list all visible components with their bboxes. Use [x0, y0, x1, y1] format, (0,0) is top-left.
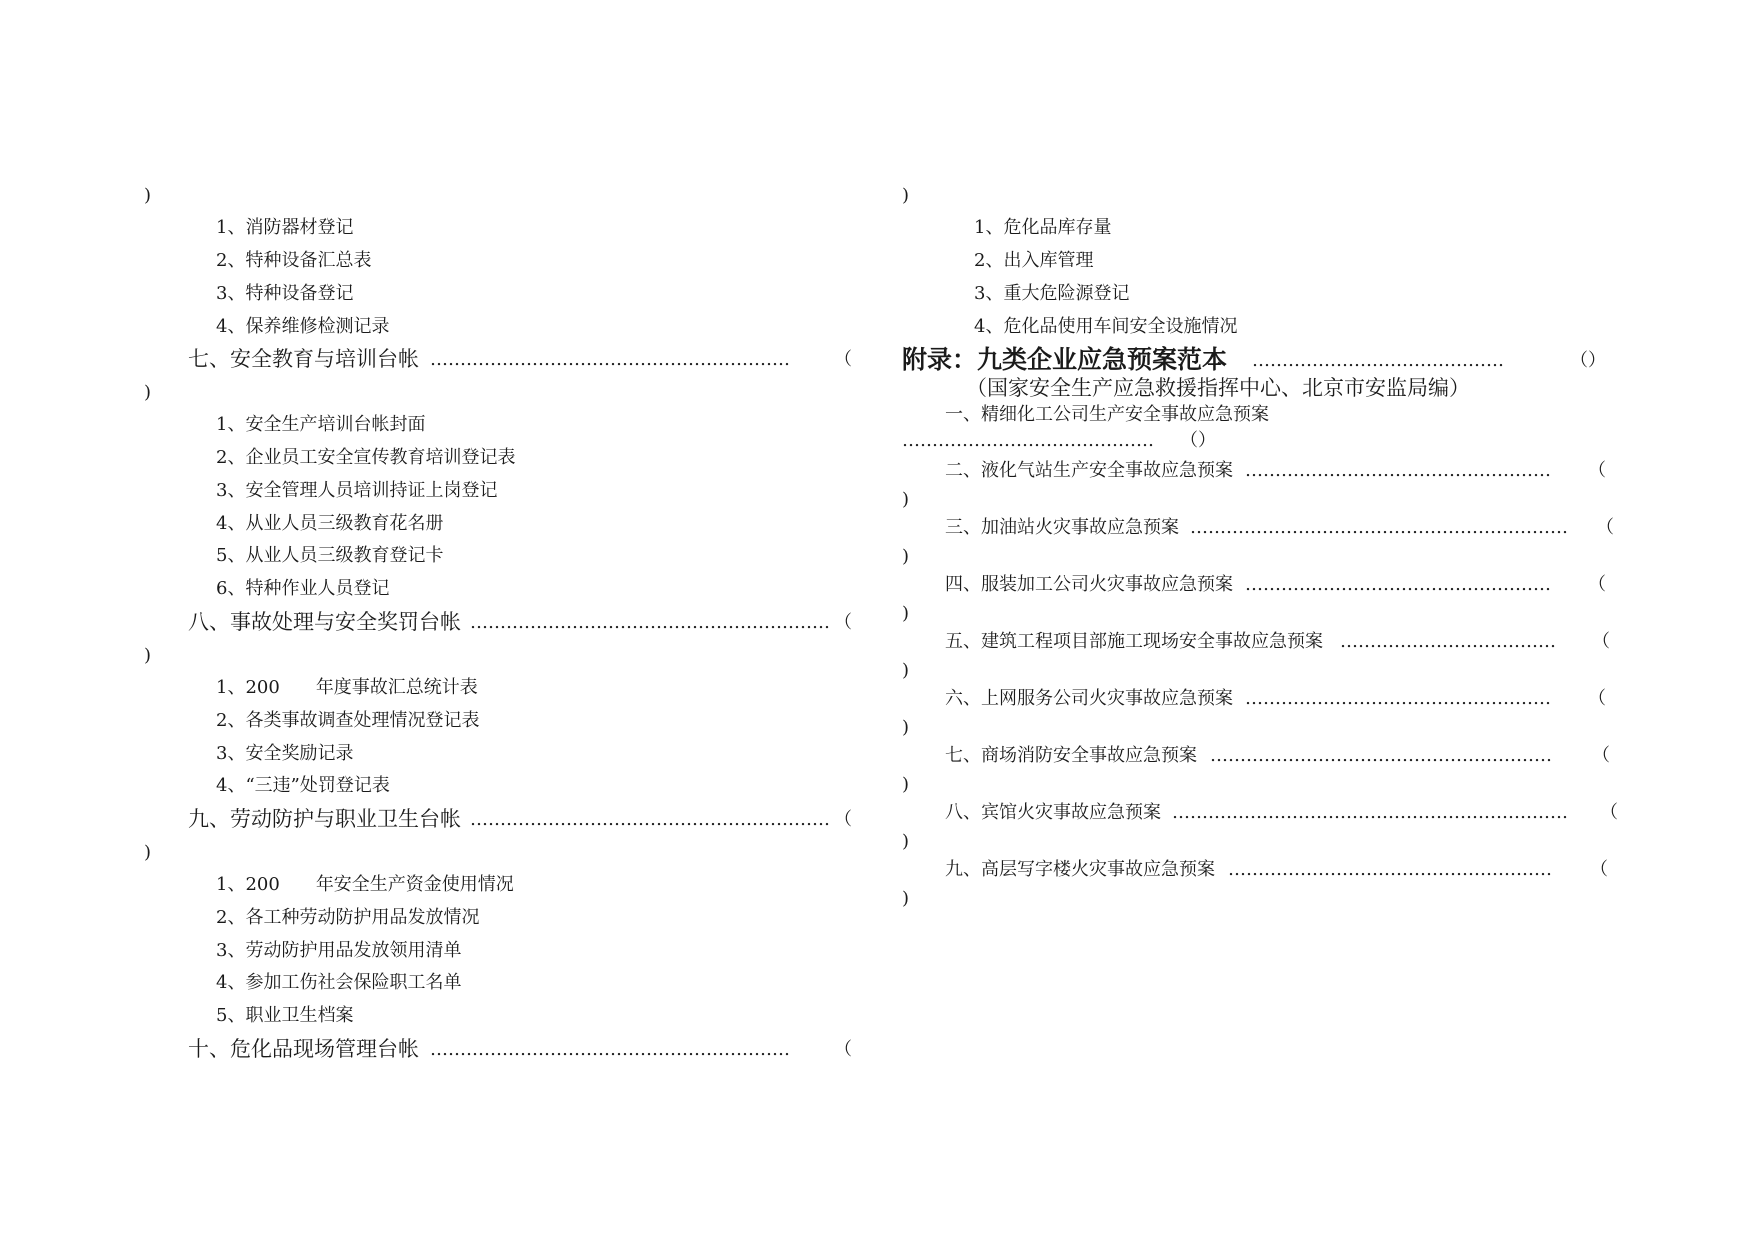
- parens: （）: [1180, 430, 1216, 451]
- close-paren: ): [902, 717, 910, 738]
- open-paren: （: [834, 612, 852, 633]
- list-item: 2、出入库管理: [974, 250, 1094, 271]
- list-item: 2、特种设备汇总表: [216, 250, 372, 271]
- section-heading: 八、事故处理与安全奖罚台帐: [188, 610, 461, 634]
- close-paren: ): [902, 546, 910, 567]
- plan-title: 九、高层写字楼火灾事故应急预案: [945, 859, 1215, 880]
- open-paren: （: [1588, 688, 1606, 709]
- list-item: 4、保养维修检测记录: [216, 316, 390, 337]
- leader-dots: ………………………………………………………: [1190, 517, 1568, 538]
- section-heading: 七、安全教育与培训台帐: [188, 347, 419, 371]
- leader-dots: ……………………………………………………: [430, 1039, 790, 1060]
- leader-dots: ……………………………………………: [1245, 460, 1551, 481]
- list-item: 3、重大危险源登记: [974, 283, 1130, 304]
- leader-dots: ………………………………: [1340, 631, 1556, 652]
- close-paren: ): [902, 603, 910, 624]
- close-paren: ): [902, 660, 910, 681]
- list-item: 4、危化品使用车间安全设施情况: [974, 316, 1238, 337]
- list-item-text: 年安全生产资金使用情况: [315, 874, 514, 895]
- list-item: 2、各类事故调查处理情况登记表: [216, 710, 480, 731]
- plan-title: 五、建筑工程项目部施工现场安全事故应急预案: [945, 631, 1323, 652]
- open-paren: （: [1588, 574, 1606, 595]
- list-item: 1、安全生产培训台帐封面: [216, 414, 426, 435]
- plan-title: 二、液化气站生产安全事故应急预案: [945, 460, 1233, 481]
- close-paren: ): [902, 774, 910, 795]
- leader-dots: ……………………………………: [902, 430, 1154, 451]
- list-item: 3、安全奖励记录: [216, 743, 354, 764]
- close-paren: ): [144, 382, 152, 403]
- list-item: 4、从业人员三级教育花名册: [216, 513, 444, 534]
- top-close-paren: ): [902, 185, 910, 206]
- leader-dots: ……………………………………………: [1245, 688, 1551, 709]
- leader-dots: …………………………………………………: [1210, 745, 1552, 766]
- list-item: 2、各工种劳动防护用品发放情况: [216, 907, 480, 928]
- open-paren: （: [1592, 631, 1610, 652]
- list-item: 4、“三违”处罚登记表: [216, 775, 390, 796]
- list-item: 3、劳动防护用品发放领用清单: [216, 940, 462, 961]
- list-item-prefix: 1、200: [216, 677, 280, 698]
- plan-title: 八、宾馆火灾事故应急预案: [945, 802, 1161, 823]
- plan-title: 七、商场消防安全事故应急预案: [945, 745, 1197, 766]
- open-paren: （: [1592, 745, 1610, 766]
- parens: （）: [1570, 350, 1606, 371]
- list-item-text: 年度事故汇总统计表: [315, 677, 478, 698]
- section-heading: 九、劳动防护与职业卫生台帐: [188, 807, 461, 831]
- plan-title: 四、服装加工公司火灾事故应急预案: [945, 574, 1233, 595]
- list-item-prefix: 1、200: [216, 874, 280, 895]
- open-paren: （: [1588, 460, 1606, 481]
- open-paren: （: [1590, 859, 1608, 880]
- list-item: 2、企业员工安全宣传教育培训登记表: [216, 447, 516, 468]
- close-paren: ): [902, 831, 910, 852]
- open-paren: （: [834, 1039, 852, 1060]
- list-item: 4、参加工伤社会保险职工名单: [216, 972, 462, 993]
- open-paren: （: [1596, 517, 1614, 538]
- list-item: 5、职业卫生档案: [216, 1005, 354, 1026]
- close-paren: ): [144, 842, 152, 863]
- list-item: 3、安全管理人员培训持证上岗登记: [216, 480, 498, 501]
- leader-dots: ……………………………………: [1252, 350, 1504, 371]
- open-paren: （: [834, 349, 852, 370]
- top-close-paren: ): [144, 185, 152, 206]
- list-item: 6、特种作业人员登记: [216, 578, 390, 599]
- leader-dots: ……………………………………………………: [430, 349, 790, 370]
- appendix-title: 附录：九类企业应急预案范本: [902, 345, 1228, 374]
- leader-dots: ……………………………………………………: [470, 612, 830, 633]
- plan-title: 一、精细化工公司生产安全事故应急预案: [945, 404, 1269, 425]
- close-paren: ): [902, 888, 910, 909]
- close-paren: ): [902, 489, 910, 510]
- list-item: 1、危化品库存量: [974, 217, 1112, 238]
- open-paren: （: [834, 809, 852, 830]
- list-item: [216, 876, 514, 894]
- appendix-subtitle: （国家安全生产应急救援指挥中心、北京市安监局编）: [966, 376, 1470, 400]
- leader-dots: ………………………………………………: [1228, 859, 1552, 880]
- list-item: [216, 679, 478, 697]
- list-item: 1、消防器材登记: [216, 217, 354, 238]
- section-heading: 十、危化品现场管理台帐: [188, 1037, 419, 1061]
- open-paren: （: [1600, 802, 1618, 823]
- plan-title: 三、加油站火灾事故应急预案: [945, 517, 1179, 538]
- leader-dots: ……………………………………………………: [470, 809, 830, 830]
- leader-dots: …………………………………………………………: [1172, 802, 1568, 823]
- plan-title: 六、上网服务公司火灾事故应急预案: [945, 688, 1233, 709]
- leader-dots: ……………………………………………: [1245, 574, 1551, 595]
- close-paren: ): [144, 645, 152, 666]
- list-item: 5、从业人员三级教育登记卡: [216, 545, 444, 566]
- list-item: 3、特种设备登记: [216, 283, 354, 304]
